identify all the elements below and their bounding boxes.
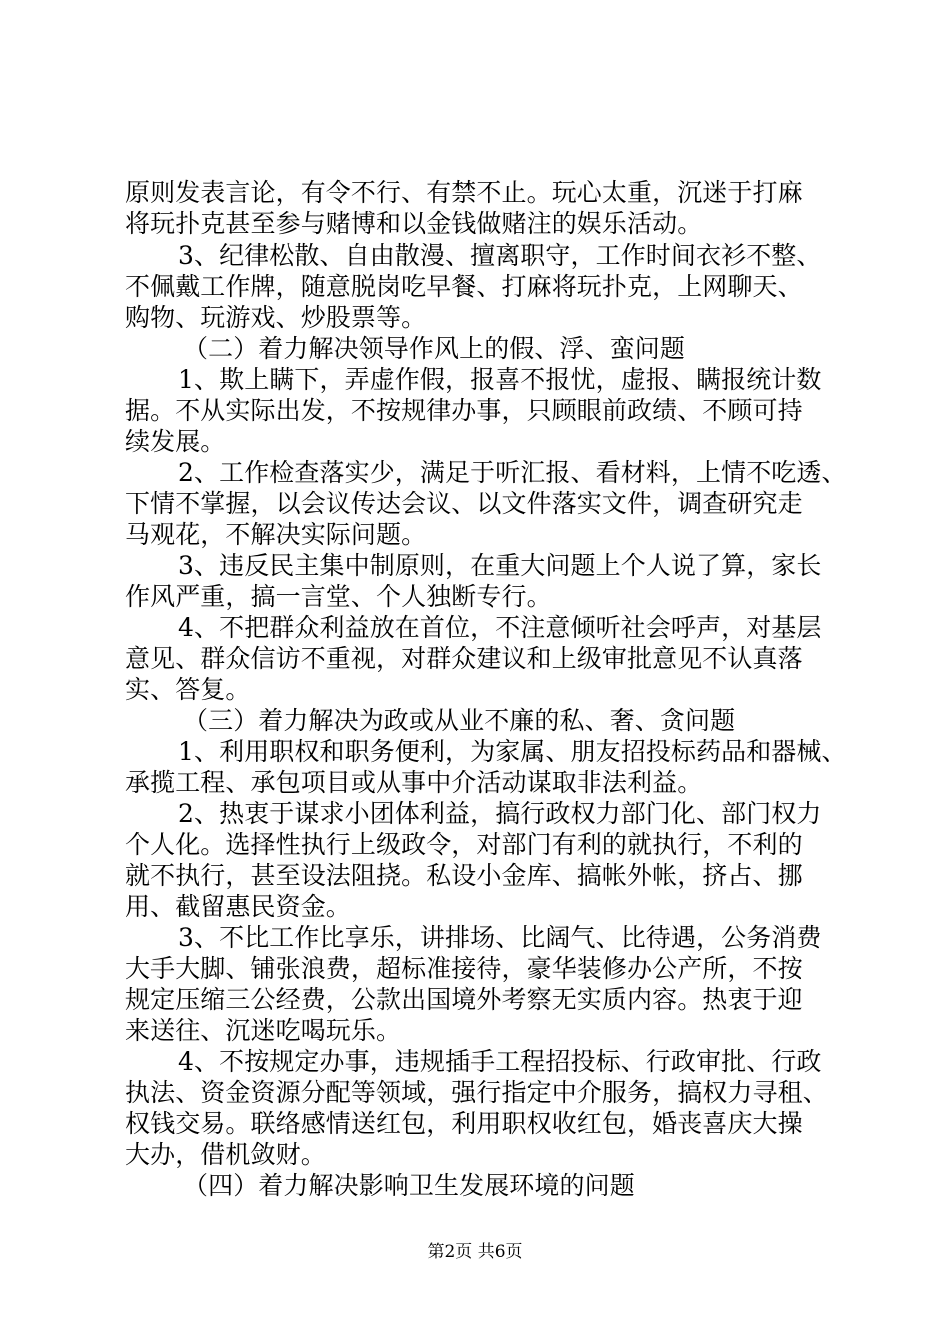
text-line: 4、不按规定办事，违规插手工程招投标、行政审批、行政 <box>178 1047 822 1076</box>
text-line: 2、热衷于谋求小团体利益，搞行政权力部门化、部门权力 <box>178 799 822 828</box>
text-line: 意见、群众信访不重视，对群众建议和上级审批意见不认真落 <box>125 644 803 673</box>
text-line: 大办，借机敛财。 <box>125 1140 326 1169</box>
text-line: 用、截留惠民资金。 <box>125 892 351 921</box>
section-heading: （三）着力解决为政或从业不廉的私、奢、贪问题 <box>183 706 736 735</box>
text-line: 3、违反民主集中制原则，在重大问题上个人说了算，家长 <box>178 551 822 580</box>
text-line: 大手大脚、铺张浪费，超标准接待，豪华装修办公产所，不按 <box>125 954 803 983</box>
text-line: 2、工作检查落实少，满足于听汇报、看材料，上情不吃透、 <box>178 458 847 487</box>
section-heading: （二）着力解决领导作风上的假、浮、蛮问题 <box>183 334 686 363</box>
text-line: 作风严重，搞一言堂、个人独断专行。 <box>125 582 552 611</box>
text-line: 据。不从实际出发，不按规律办事，只顾眼前政绩、不顾可持 <box>125 396 803 425</box>
text-line: 就不执行，甚至设法阻挠。私设小金库、搞帐外帐，挤占、挪 <box>125 861 803 890</box>
text-line: 1、欺上瞒下，弄虚作假，报喜不报忧，虚报、瞒报统计数 <box>178 365 822 394</box>
text-line: 原则发表言论，有令不行、有禁不止。玩心太重，沉迷于打麻 <box>125 178 803 207</box>
text-line: 承揽工程、承包项目或从事中介活动谋取非法利益。 <box>125 768 703 797</box>
text-line: 不佩戴工作牌，随意脱岗吃早餐、打麻将玩扑克，上网聊天、 <box>125 272 803 301</box>
text-line: 下情不掌握，以会议传达会议、以文件落实文件，调查研究走 <box>125 489 803 518</box>
text-line: 来送往、沉迷吃喝玩乐。 <box>125 1016 402 1045</box>
text-line: 1、利用职权和职务便利，为家属、朋友招投标药品和器械、 <box>178 737 847 766</box>
text-line: 购物、玩游戏、炒股票等。 <box>125 303 427 332</box>
text-line: 个人化。选择性执行上级政令，对部门有利的就执行，不利的 <box>125 830 803 859</box>
text-line: 将玩扑克甚至参与赌博和以金钱做赌注的娱乐活动。 <box>125 209 703 238</box>
text-line: 3、不比工作比享乐，讲排场、比阔气、比待遇，公务消费 <box>178 923 822 952</box>
section-heading: （四）着力解决影响卫生发展环境的问题 <box>183 1171 635 1200</box>
text-line: 4、不把群众利益放在首位，不注意倾听社会呼声，对基层 <box>178 613 822 642</box>
text-line: 马观花，不解决实际问题。 <box>125 520 427 549</box>
text-line: 权钱交易。联络感情送红包，利用职权收红包，婚丧喜庆大操 <box>125 1109 803 1138</box>
text-line: 3、纪律松散、自由散漫、擅离职守，工作时间衣衫不整、 <box>178 241 822 270</box>
text-line: 续发展。 <box>125 427 226 456</box>
text-line: 规定压缩三公经费，公款出国境外考察无实质内容。热衷于迎 <box>125 985 803 1014</box>
text-line: 实、答复。 <box>125 675 251 704</box>
page-number-footer: 第2页 共6页 <box>427 1242 523 1262</box>
text-line: 执法、资金资源分配等领域，强行指定中介服务，搞权力寻租、 <box>125 1078 828 1107</box>
